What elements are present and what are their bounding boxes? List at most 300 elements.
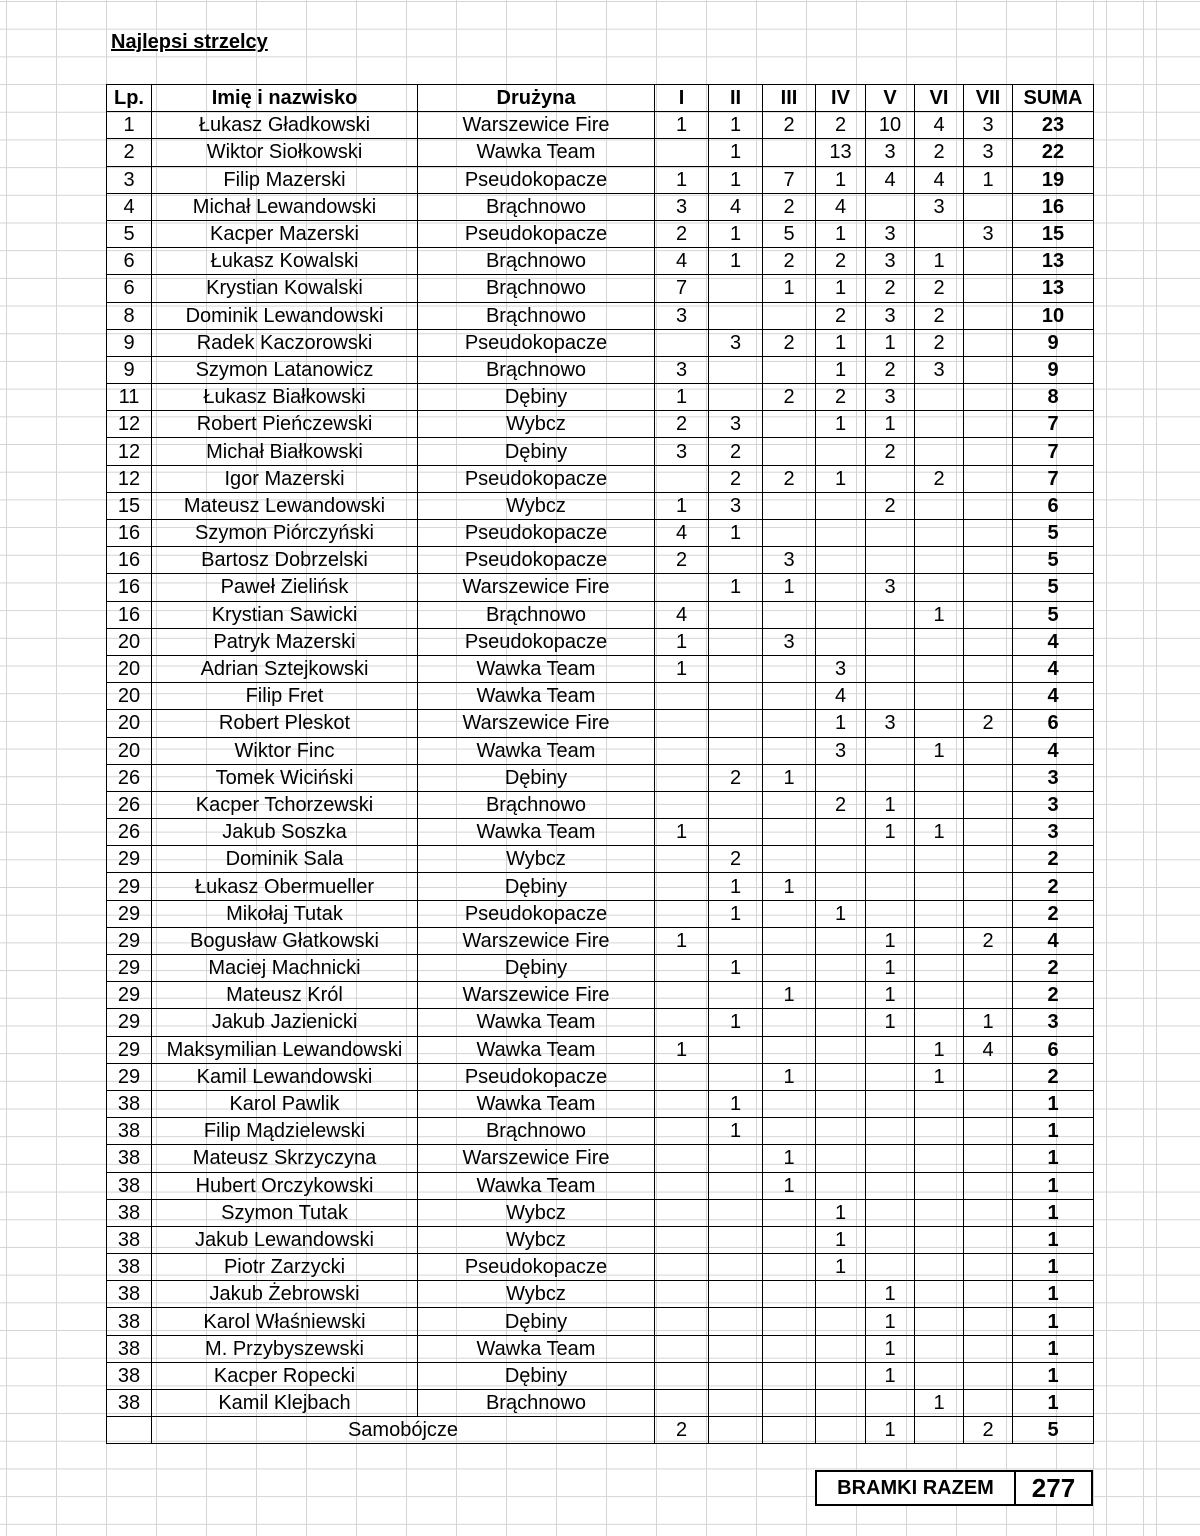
round-goals-cell <box>709 1145 763 1172</box>
round-goals-cell: 1 <box>866 982 915 1009</box>
round-goals-cell: 3 <box>816 655 866 682</box>
sum-cell: 1 <box>1013 1118 1094 1145</box>
rank-cell: 16 <box>107 547 152 574</box>
round-goals-cell: 3 <box>709 329 763 356</box>
sum-cell: 1 <box>1013 1172 1094 1199</box>
player-name-cell: Łukasz Gładkowski <box>152 112 418 139</box>
sum-cell: 3 <box>1013 1009 1094 1036</box>
sum-cell: 1 <box>1013 1145 1094 1172</box>
rank-cell: 16 <box>107 574 152 601</box>
round-goals-cell <box>915 574 964 601</box>
rank-cell: 38 <box>107 1308 152 1335</box>
sum-cell: 15 <box>1013 220 1094 247</box>
team-cell: Warszewice Fire <box>418 982 655 1009</box>
team-cell: Wawka Team <box>418 737 655 764</box>
team-cell: Wawka Team <box>418 819 655 846</box>
round-goals-cell <box>709 982 763 1009</box>
sum-cell: 4 <box>1013 628 1094 655</box>
round-goals-cell <box>915 764 964 791</box>
team-cell: Dębiny <box>418 764 655 791</box>
player-name-cell: Radek Kaczorowski <box>152 329 418 356</box>
round-goals-cell <box>964 1281 1013 1308</box>
round-goals-cell: 1 <box>915 248 964 275</box>
round-goals-cell: 13 <box>816 139 866 166</box>
table-row <box>107 356 1094 383</box>
round-goals-cell <box>655 955 709 982</box>
round-goals-cell <box>655 1145 709 1172</box>
team-cell: Warszewice Fire <box>418 927 655 954</box>
rank-cell: 29 <box>107 982 152 1009</box>
table-row <box>107 193 1094 220</box>
round-goals-cell <box>915 791 964 818</box>
round-goals-cell <box>655 1308 709 1335</box>
round-goals-cell <box>964 492 1013 519</box>
table-row <box>107 982 1094 1009</box>
round-goals-cell <box>655 873 709 900</box>
table-row <box>107 873 1094 900</box>
round-goals-cell: 2 <box>763 193 816 220</box>
table-row <box>107 411 1094 438</box>
round-goals-cell: 4 <box>915 166 964 193</box>
table-row <box>107 737 1094 764</box>
player-name-cell: Bartosz Dobrzelski <box>152 547 418 574</box>
round-goals-cell: 1 <box>763 764 816 791</box>
round-goals-cell <box>816 520 866 547</box>
round-goals-cell <box>866 1118 915 1145</box>
round-goals-cell <box>866 1090 915 1117</box>
round-goals-cell <box>816 1172 866 1199</box>
round-goals-cell <box>866 655 915 682</box>
round-goals-cell: 1 <box>709 139 763 166</box>
round-goals-cell <box>866 1063 915 1090</box>
round-goals-cell: 3 <box>866 302 915 329</box>
round-goals-cell <box>655 329 709 356</box>
round-goals-cell <box>816 601 866 628</box>
round-goals-cell <box>816 1390 866 1417</box>
round-goals-cell <box>866 873 915 900</box>
round-goals-cell <box>915 220 964 247</box>
round-goals-cell: 2 <box>816 384 866 411</box>
table-row <box>107 1308 1094 1335</box>
round-goals-cell <box>915 1362 964 1389</box>
round-goals-cell: 1 <box>763 574 816 601</box>
player-name-cell: Bogusław Głatkowski <box>152 927 418 954</box>
round-goals-cell <box>915 927 964 954</box>
round-goals-cell <box>964 683 1013 710</box>
team-cell: Wybcz <box>418 1199 655 1226</box>
round-goals-cell: 4 <box>655 601 709 628</box>
team-cell: Pseudokopacze <box>418 465 655 492</box>
team-cell: Pseudokopacze <box>418 166 655 193</box>
round-goals-cell <box>763 1390 816 1417</box>
table-row <box>107 1009 1094 1036</box>
table-row <box>107 1145 1094 1172</box>
sum-cell: 1 <box>1013 1335 1094 1362</box>
player-name-cell: Mateusz Król <box>152 982 418 1009</box>
round-goals-cell: 3 <box>866 384 915 411</box>
round-goals-cell <box>763 601 816 628</box>
round-goals-cell <box>816 846 866 873</box>
round-goals-cell <box>655 1335 709 1362</box>
round-goals-cell <box>763 1362 816 1389</box>
round-goals-cell <box>763 846 816 873</box>
round-goals-cell <box>964 955 1013 982</box>
round-goals-cell: 1 <box>816 220 866 247</box>
round-goals-cell <box>915 628 964 655</box>
rank-cell: 29 <box>107 927 152 954</box>
player-name-cell: Filip Mazerski <box>152 166 418 193</box>
sum-cell: 9 <box>1013 329 1094 356</box>
round-goals-cell <box>964 1226 1013 1253</box>
round-goals-cell <box>763 411 816 438</box>
round-goals-cell <box>816 819 866 846</box>
sum-cell: 2 <box>1013 955 1094 982</box>
round-goals-cell <box>709 710 763 737</box>
round-goals-cell <box>763 302 816 329</box>
player-name-cell: Jakub Jazienicki <box>152 1009 418 1036</box>
round-goals-cell: 1 <box>816 1226 866 1253</box>
sum-cell: 16 <box>1013 193 1094 220</box>
round-goals-cell <box>915 1254 964 1281</box>
round-goals-cell: 3 <box>866 574 915 601</box>
player-name-cell: Łukasz Obermueller <box>152 873 418 900</box>
table-row <box>107 384 1094 411</box>
round-goals-cell: 3 <box>709 492 763 519</box>
player-name-cell: Filip Fret <box>152 683 418 710</box>
team-cell: Wawka Team <box>418 1335 655 1362</box>
round-goals-cell: 3 <box>866 220 915 247</box>
rank-cell <box>107 1417 152 1444</box>
table-row <box>107 112 1094 139</box>
round-goals-cell <box>655 1390 709 1417</box>
round-goals-cell: 1 <box>964 166 1013 193</box>
round-goals-cell <box>655 1118 709 1145</box>
round-goals-cell <box>964 1254 1013 1281</box>
player-name-cell: Patryk Mazerski <box>152 628 418 655</box>
round-goals-cell: 3 <box>866 248 915 275</box>
rank-cell: 26 <box>107 819 152 846</box>
team-cell: Brąchnowo <box>418 356 655 383</box>
round-goals-cell: 1 <box>655 927 709 954</box>
table-row <box>107 1199 1094 1226</box>
round-goals-cell <box>816 1308 866 1335</box>
player-name-cell: Jakub Soszka <box>152 819 418 846</box>
table-body <box>107 112 1094 1444</box>
round-goals-cell: 3 <box>655 356 709 383</box>
player-name-cell: Mateusz Skrzyczyna <box>152 1145 418 1172</box>
round-goals-cell: 1 <box>763 275 816 302</box>
round-goals-cell: 2 <box>915 329 964 356</box>
round-goals-cell: 4 <box>655 520 709 547</box>
round-goals-cell: 2 <box>866 438 915 465</box>
round-goals-cell <box>655 900 709 927</box>
sum-cell: 13 <box>1013 248 1094 275</box>
player-name-cell: Wiktor Siołkowski <box>152 139 418 166</box>
round-goals-cell: 1 <box>866 1308 915 1335</box>
sum-cell: 5 <box>1013 520 1094 547</box>
round-goals-cell: 1 <box>709 166 763 193</box>
table-row <box>107 628 1094 655</box>
sum-cell: 1 <box>1013 1362 1094 1389</box>
round-goals-cell <box>709 384 763 411</box>
rank-cell: 29 <box>107 1009 152 1036</box>
sum-cell: 6 <box>1013 1036 1094 1063</box>
player-name-cell: Kamil Lewandowski <box>152 1063 418 1090</box>
player-name-cell: Łukasz Białkowski <box>152 384 418 411</box>
round-goals-cell: 1 <box>709 873 763 900</box>
team-cell: Wawka Team <box>418 1009 655 1036</box>
round-goals-cell <box>763 1254 816 1281</box>
round-goals-cell <box>964 873 1013 900</box>
sum-cell: 9 <box>1013 356 1094 383</box>
player-name-cell: Kamil Klejbach <box>152 1390 418 1417</box>
rank-cell: 38 <box>107 1281 152 1308</box>
round-goals-cell: 2 <box>816 791 866 818</box>
round-goals-cell <box>866 465 915 492</box>
table-row <box>107 329 1094 356</box>
player-name-cell: Robert Pleskot <box>152 710 418 737</box>
round-goals-cell: 4 <box>816 683 866 710</box>
round-goals-cell: 1 <box>763 1145 816 1172</box>
sum-cell: 5 <box>1013 1417 1094 1444</box>
team-cell: Warszewice Fire <box>418 1145 655 1172</box>
round-goals-cell: 1 <box>915 1036 964 1063</box>
round-goals-cell: 2 <box>709 465 763 492</box>
rank-cell: 4 <box>107 193 152 220</box>
round-goals-cell: 1 <box>709 1118 763 1145</box>
rank-cell: 38 <box>107 1335 152 1362</box>
round-goals-cell: 2 <box>866 356 915 383</box>
table-row <box>107 139 1094 166</box>
player-name-cell: Jakub Żebrowski <box>152 1281 418 1308</box>
round-goals-cell: 1 <box>763 873 816 900</box>
table-row <box>107 601 1094 628</box>
sum-cell: 3 <box>1013 819 1094 846</box>
table-row <box>107 275 1094 302</box>
round-goals-cell <box>866 1199 915 1226</box>
header-cell: VII <box>964 85 1013 112</box>
round-goals-cell: 4 <box>866 166 915 193</box>
round-goals-cell <box>964 846 1013 873</box>
round-goals-cell: 2 <box>709 846 763 873</box>
round-goals-cell <box>655 1172 709 1199</box>
round-goals-cell <box>964 601 1013 628</box>
team-cell: Wybcz <box>418 492 655 519</box>
player-name-cell: Piotr Zarzycki <box>152 1254 418 1281</box>
round-goals-cell <box>866 193 915 220</box>
round-goals-cell: 1 <box>816 1254 866 1281</box>
round-goals-cell: 2 <box>816 112 866 139</box>
table-row <box>107 166 1094 193</box>
table-row <box>107 220 1094 247</box>
round-goals-cell: 2 <box>964 927 1013 954</box>
sum-cell: 4 <box>1013 655 1094 682</box>
header-cell: Drużyna <box>418 85 655 112</box>
round-goals-cell: 1 <box>816 329 866 356</box>
round-goals-cell <box>964 737 1013 764</box>
team-cell: Dębiny <box>418 438 655 465</box>
team-cell: Wawka Team <box>418 1036 655 1063</box>
player-name-cell: Kacper Mazerski <box>152 220 418 247</box>
round-goals-cell <box>655 710 709 737</box>
round-goals-cell <box>964 628 1013 655</box>
round-goals-cell: 1 <box>709 955 763 982</box>
round-goals-cell <box>709 1335 763 1362</box>
round-goals-cell <box>763 1226 816 1253</box>
team-cell: Brąchnowo <box>418 302 655 329</box>
round-goals-cell: 10 <box>866 112 915 139</box>
header-cell: I <box>655 85 709 112</box>
round-goals-cell: 1 <box>866 927 915 954</box>
team-cell: Brąchnowo <box>418 193 655 220</box>
sum-cell: 2 <box>1013 900 1094 927</box>
table-row <box>107 1090 1094 1117</box>
rank-cell: 16 <box>107 601 152 628</box>
round-goals-cell <box>763 683 816 710</box>
rank-cell: 9 <box>107 356 152 383</box>
round-goals-cell <box>763 356 816 383</box>
round-goals-cell <box>709 1390 763 1417</box>
round-goals-cell <box>709 1362 763 1389</box>
round-goals-cell: 3 <box>915 193 964 220</box>
round-goals-cell <box>763 1417 816 1444</box>
round-goals-cell: 1 <box>816 710 866 737</box>
round-goals-cell: 1 <box>709 112 763 139</box>
player-name-cell: Dominik Lewandowski <box>152 302 418 329</box>
round-goals-cell <box>964 438 1013 465</box>
header-cell: Imię i nazwisko <box>152 85 418 112</box>
round-goals-cell <box>866 1172 915 1199</box>
round-goals-cell <box>915 955 964 982</box>
player-name-cell: Kacper Ropecki <box>152 1362 418 1389</box>
rank-cell: 29 <box>107 873 152 900</box>
round-goals-cell <box>709 302 763 329</box>
rank-cell: 2 <box>107 139 152 166</box>
header-row <box>107 85 1094 112</box>
round-goals-cell: 1 <box>709 900 763 927</box>
round-goals-cell <box>709 601 763 628</box>
round-goals-cell: 1 <box>709 1090 763 1117</box>
sum-cell: 5 <box>1013 574 1094 601</box>
rank-cell: 38 <box>107 1362 152 1389</box>
player-name-cell: Michał Lewandowski <box>152 193 418 220</box>
team-cell: Brąchnowo <box>418 1390 655 1417</box>
table-row <box>107 1335 1094 1362</box>
team-cell: Pseudokopacze <box>418 900 655 927</box>
round-goals-cell: 3 <box>964 112 1013 139</box>
round-goals-cell <box>964 1172 1013 1199</box>
round-goals-cell: 3 <box>866 710 915 737</box>
player-name-cell: Maciej Machnicki <box>152 955 418 982</box>
rank-cell: 8 <box>107 302 152 329</box>
round-goals-cell: 1 <box>866 791 915 818</box>
round-goals-cell: 3 <box>964 220 1013 247</box>
round-goals-cell <box>763 819 816 846</box>
round-goals-cell <box>915 1417 964 1444</box>
round-goals-cell <box>816 1417 866 1444</box>
round-goals-cell <box>763 1199 816 1226</box>
round-goals-cell: 2 <box>655 220 709 247</box>
round-goals-cell: 3 <box>763 547 816 574</box>
round-goals-cell: 2 <box>915 465 964 492</box>
sum-cell: 1 <box>1013 1090 1094 1117</box>
round-goals-cell <box>816 438 866 465</box>
round-goals-cell <box>709 275 763 302</box>
round-goals-cell <box>709 1254 763 1281</box>
round-goals-cell <box>816 628 866 655</box>
round-goals-cell <box>709 791 763 818</box>
round-goals-cell <box>763 1090 816 1117</box>
table-row <box>107 683 1094 710</box>
rank-cell: 38 <box>107 1118 152 1145</box>
sum-cell: 19 <box>1013 166 1094 193</box>
round-goals-cell <box>866 846 915 873</box>
sum-cell: 7 <box>1013 411 1094 438</box>
round-goals-cell: 2 <box>915 302 964 329</box>
round-goals-cell <box>964 1390 1013 1417</box>
round-goals-cell <box>816 547 866 574</box>
round-goals-cell: 1 <box>816 411 866 438</box>
round-goals-cell: 4 <box>816 193 866 220</box>
sum-cell: 13 <box>1013 275 1094 302</box>
round-goals-cell: 1 <box>915 737 964 764</box>
round-goals-cell <box>816 492 866 519</box>
player-name-cell: Szymon Piórczyński <box>152 520 418 547</box>
round-goals-cell: 1 <box>655 819 709 846</box>
team-cell: Dębiny <box>418 873 655 900</box>
player-name-cell: Maksymilian Lewandowski <box>152 1036 418 1063</box>
player-name-cell: Szymon Latanowicz <box>152 356 418 383</box>
player-name-cell: Łukasz Kowalski <box>152 248 418 275</box>
round-goals-cell <box>964 1308 1013 1335</box>
sum-cell: 1 <box>1013 1390 1094 1417</box>
round-goals-cell <box>763 492 816 519</box>
rank-cell: 26 <box>107 791 152 818</box>
round-goals-cell <box>915 873 964 900</box>
round-goals-cell <box>709 1308 763 1335</box>
table-row <box>107 846 1094 873</box>
team-cell: Dębiny <box>418 955 655 982</box>
player-name-cell: Robert Pieńczewski <box>152 411 418 438</box>
team-cell: Brąchnowo <box>418 601 655 628</box>
round-goals-cell: 7 <box>655 275 709 302</box>
round-goals-cell <box>964 193 1013 220</box>
round-goals-cell: 1 <box>655 112 709 139</box>
table-row <box>107 1118 1094 1145</box>
round-goals-cell <box>655 1009 709 1036</box>
round-goals-cell: 1 <box>964 1009 1013 1036</box>
sum-cell: 1 <box>1013 1308 1094 1335</box>
table-row <box>107 1226 1094 1253</box>
round-goals-cell <box>866 1145 915 1172</box>
table-row <box>107 438 1094 465</box>
round-goals-cell <box>655 1226 709 1253</box>
round-goals-cell <box>915 1090 964 1117</box>
round-goals-cell <box>964 1145 1013 1172</box>
round-goals-cell: 3 <box>655 438 709 465</box>
player-name-cell: Krystian Kowalski <box>152 275 418 302</box>
round-goals-cell: 1 <box>816 166 866 193</box>
round-goals-cell <box>655 465 709 492</box>
rank-cell: 9 <box>107 329 152 356</box>
round-goals-cell: 1 <box>866 329 915 356</box>
round-goals-cell <box>866 737 915 764</box>
round-goals-cell <box>816 1063 866 1090</box>
round-goals-cell <box>866 1226 915 1253</box>
round-goals-cell <box>964 411 1013 438</box>
round-goals-cell: 1 <box>866 1417 915 1444</box>
round-goals-cell <box>964 764 1013 791</box>
